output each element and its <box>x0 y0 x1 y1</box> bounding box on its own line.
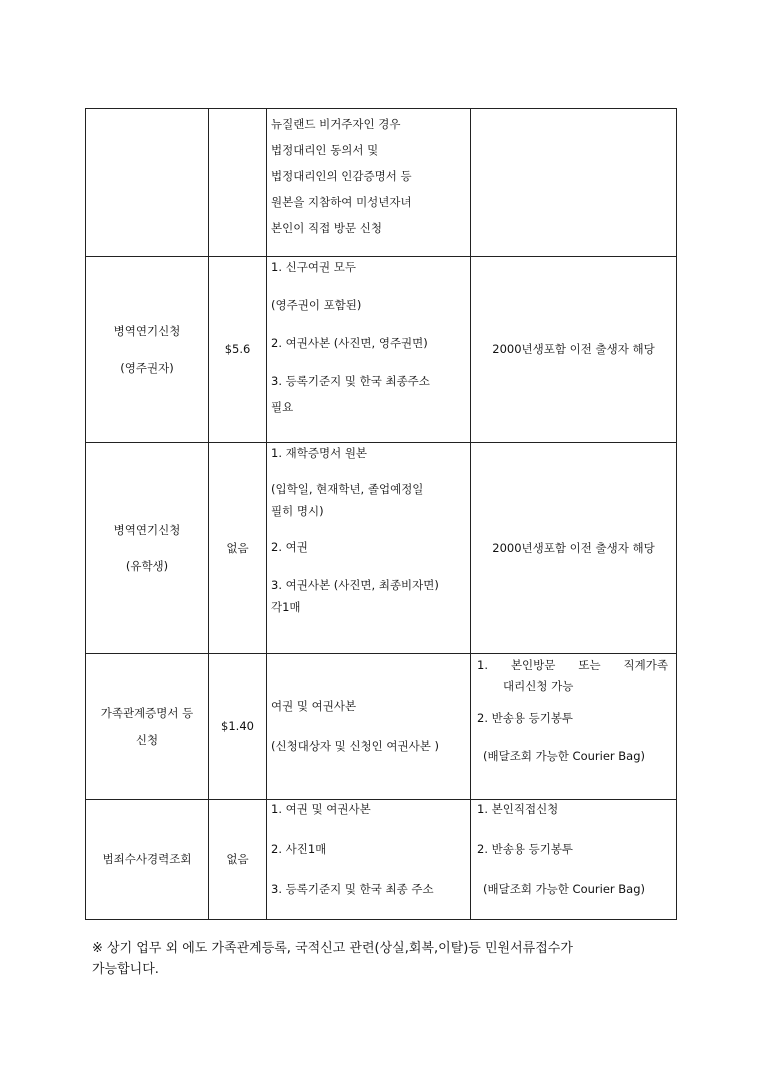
notes-cell <box>471 800 677 920</box>
requirement-line: 3. 등록기준지 및 한국 최종 주소 <box>271 882 434 896</box>
notes-item-2: 2. 반송용 등기봉투 <box>477 842 574 856</box>
notes-item-1: 1. 본인직접신청 <box>477 802 559 816</box>
notes-text: 2000년생포함 이전 출생자 해당 <box>492 342 655 357</box>
notes-item-3: (배달조회 가능한 Courier Bag) <box>483 882 646 896</box>
notes-cell <box>471 654 677 800</box>
requirement-line: 필히 명시) <box>271 504 324 518</box>
requirement-line: 2. 여권 <box>271 540 308 554</box>
requirement-line: 필요 <box>271 400 294 414</box>
table-row <box>86 800 677 920</box>
notes-item-cont: 대리신청 가능 <box>503 679 574 694</box>
service-name: 병역연기신청 <box>113 522 181 537</box>
notes-number: 1. <box>477 658 488 672</box>
notes-item-1 <box>477 658 670 672</box>
requirement-line: 1. 여권 및 여권사본 <box>271 802 371 816</box>
requirement-line: 법정대리인의 인감증명서 등 <box>271 169 412 183</box>
requirement-line: 3. 여권사본 (사진면, 최종비자면) <box>271 578 439 592</box>
fee-value: $5.6 <box>224 342 251 357</box>
notes-cell <box>471 109 677 257</box>
requirements-cell <box>267 654 471 800</box>
requirement-line: 법정대리인 동의서 및 <box>271 143 379 157</box>
requirement-line: (영주권이 포함된) <box>271 298 362 312</box>
fee-value: 없음 <box>226 852 249 867</box>
footnote-line: 가능합니다. <box>92 962 159 977</box>
requirement-line: 각1매 <box>271 600 301 614</box>
notes-cell <box>471 257 677 443</box>
fee-cell <box>209 800 267 920</box>
service-name-cell <box>86 109 209 257</box>
consular-services-table <box>85 108 677 920</box>
notes-word: 또는 <box>578 658 601 672</box>
fee-cell <box>209 443 267 654</box>
requirements-cell <box>267 257 471 443</box>
service-name-sub: (유학생) <box>125 559 169 573</box>
footnote-line: ※ 상기 업무 외 에도 가족관계등록, 국적신고 관련(상실,회복,이탈)등 민원서류접수가 <box>92 941 573 956</box>
requirements-cell <box>267 800 471 920</box>
notes-cell <box>471 443 677 654</box>
fee-cell <box>209 654 267 800</box>
requirement-line: 2. 여권사본 (사진면, 영주권면) <box>271 336 428 350</box>
service-name-sub: 신청 <box>135 733 159 747</box>
requirement-line: 2. 사진1매 <box>271 842 327 856</box>
service-name-cell <box>86 257 209 443</box>
requirement-line: (신청대상자 및 신청인 여권사본 ) <box>271 739 440 754</box>
fee-value: 없음 <box>226 540 249 555</box>
requirement-line: 원본을 지참하여 미성년자녀 <box>271 195 412 209</box>
requirement-line: 여권 및 여권사본 <box>271 699 357 714</box>
table-row <box>86 257 677 443</box>
service-name-cell <box>86 443 209 654</box>
notes-word: 직계가족 <box>623 658 668 672</box>
requirement-line: 3. 등록기준지 및 한국 최종주소 <box>271 374 430 388</box>
service-name: 가족관계증명서 등 <box>100 705 194 720</box>
requirement-line: 1. 재학증명서 원본 <box>271 446 368 460</box>
fee-cell <box>209 257 267 443</box>
notes-item-3: (배달조회 가능한 Courier Bag) <box>483 749 646 764</box>
fee-cell <box>209 109 267 257</box>
notes-text: 2000년생포함 이전 출생자 해당 <box>492 540 655 555</box>
requirement-line: 뉴질랜드 비거주자인 경우 <box>271 117 401 131</box>
table-row <box>86 109 677 257</box>
requirement-line: 1. 신구여권 모두 <box>271 260 356 274</box>
requirements-cell <box>267 109 471 257</box>
table-row <box>86 654 677 800</box>
footnote <box>92 938 672 980</box>
requirement-line: (입학일, 현재학년, 졸업예정일 <box>271 482 424 496</box>
service-name: 범죄수사경력조회 <box>102 852 192 867</box>
service-name-cell <box>86 800 209 920</box>
service-name: 병역연기신청 <box>113 324 181 339</box>
notes-word: 본인방문 <box>510 658 556 672</box>
requirements-cell <box>267 443 471 654</box>
table-row <box>86 443 677 654</box>
service-name-sub: (영주권자) <box>120 360 174 375</box>
requirement-line: 본인이 직접 방문 신청 <box>271 221 382 235</box>
fee-value: $1.40 <box>221 719 254 734</box>
notes-item-2: 2. 반송용 등기봉투 <box>477 711 574 726</box>
service-name-cell <box>86 654 209 800</box>
